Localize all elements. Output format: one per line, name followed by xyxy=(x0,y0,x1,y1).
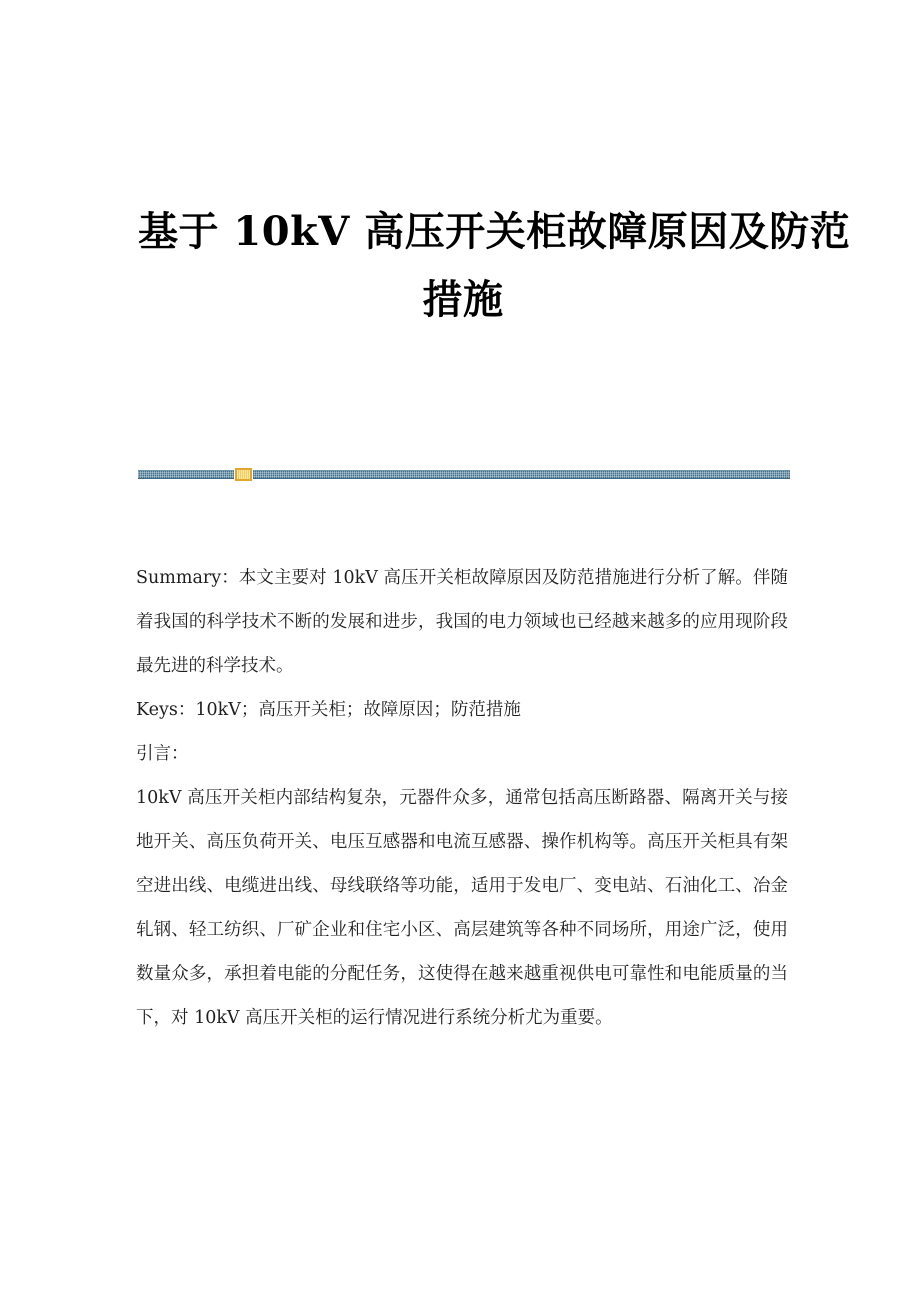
divider-ornament-icon xyxy=(235,468,252,481)
section-heading-introduction: 引言： xyxy=(136,744,189,764)
abstract-paragraph: Summary：本文主要对 10kV 高压开关柜故障原因及防范措施进行分析了解。伴随着我国的科学技术不断的发展和进步，我国的电力领域也已经越来越多的应用现阶段最先进的科学技术。 xyxy=(136,568,788,676)
page-title-line-2: 措施 xyxy=(422,276,504,323)
decorative-divider xyxy=(138,468,790,482)
page-title xyxy=(138,198,851,334)
introduction-paragraph: 10kV 高压开关柜内部结构复杂，元器件众多，通常包括高压断路器、隔离开关与接地开关、高压负荷开关、电压互感器和电流互感器、操作机构等。高压开关柜具有架空进出线、电缆进出线、母线联络等功能，适用于发电厂、变电站、石油化工、冶金轧钢、轻工纺织、厂矿企业和住宅小区、高层建筑等各种不同场所，用途广泛，使用数量众多，承担着电能的分配任务，这使得在越来越重视供电可靠性和电能质量的当下，对 10kV 高压开关柜的运行情况进行系统分析尤为重要。 xyxy=(136,788,788,1028)
document-body xyxy=(136,556,788,1040)
keywords-paragraph: Keys：10kV；高压开关柜；故障原因；防范措施 xyxy=(136,700,521,720)
page-title-line-1: 基于 10kV 高压开关柜故障原因及防范 xyxy=(138,208,851,255)
